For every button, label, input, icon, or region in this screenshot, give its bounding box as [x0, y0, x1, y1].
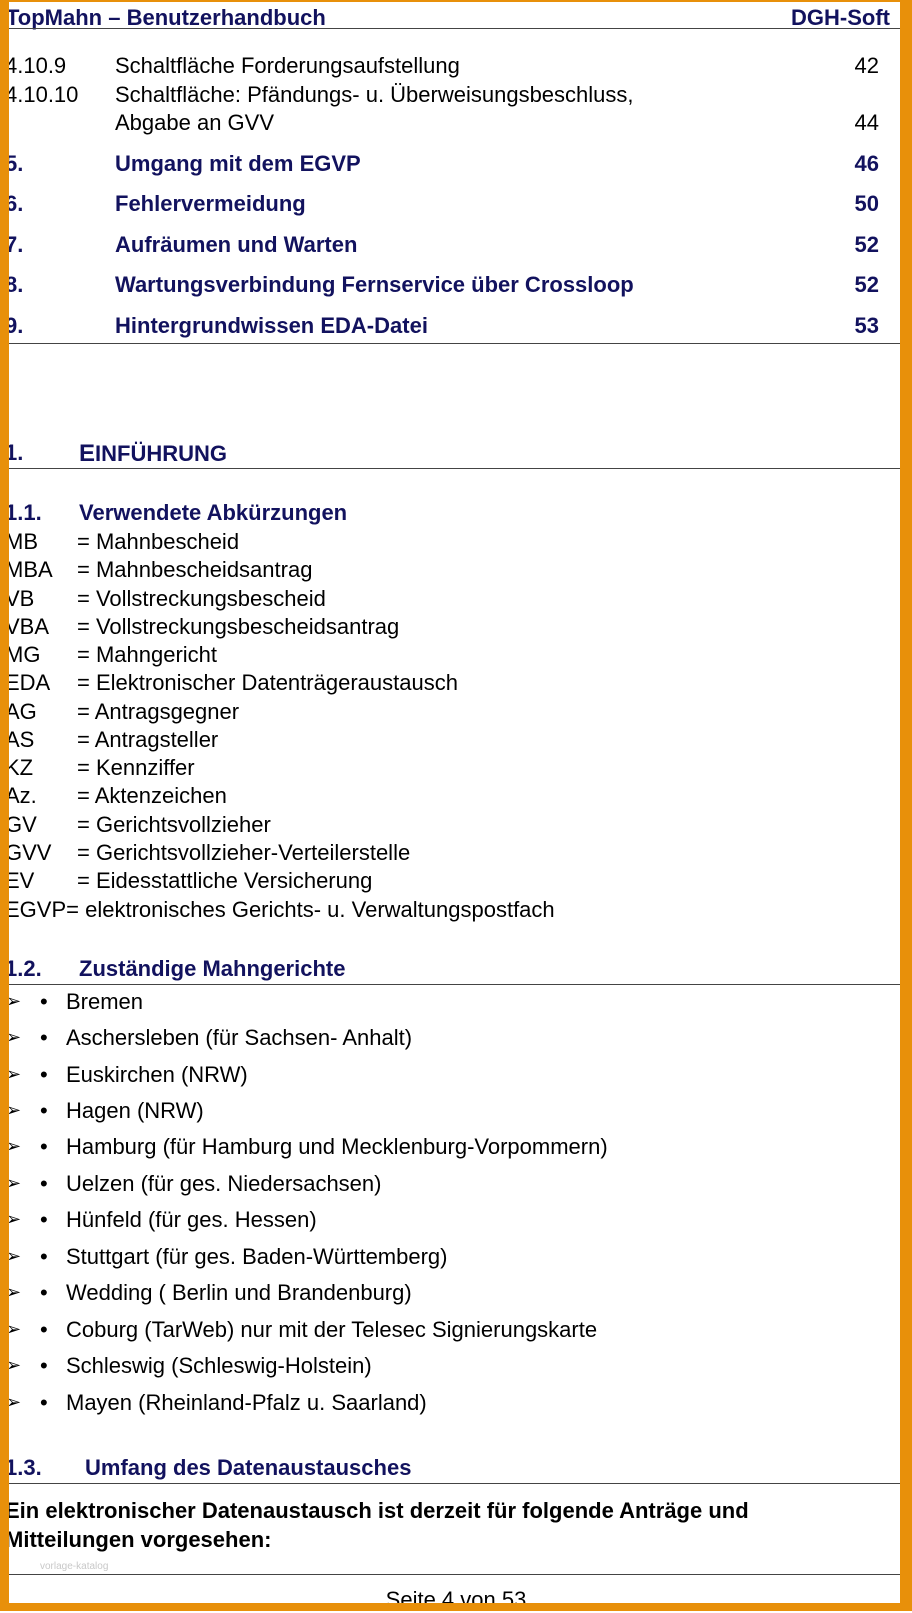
abbr-definition: = Mahnbescheid [77, 529, 240, 554]
arrow-icon: ➢ [6, 1100, 22, 1120]
toc-title: Umgang mit dem EGVP [115, 151, 361, 176]
toc-num: 8. [5, 272, 24, 297]
toc-page: 53 [854, 313, 879, 338]
section-number: 1.3. [5, 1455, 42, 1480]
toc-title-continued: Abgabe an GVV [115, 110, 275, 135]
court-item: Stuttgart (für ges. Baden-Württemberg) [66, 1244, 448, 1269]
toc-num: 6. [5, 191, 24, 216]
watermark: vorlage-katalog [40, 1561, 109, 1572]
arrow-icon: ➢ [6, 1064, 22, 1084]
arrow-icon: ➢ [6, 1173, 22, 1193]
toc-title: Hintergrundwissen EDA-Datei [115, 313, 428, 338]
toc-num: 4.10.9 [5, 53, 67, 78]
chapter-title: EINFÜHRUNG [79, 440, 228, 467]
arrow-icon: ➢ [6, 1319, 22, 1339]
bullet-icon: • [40, 1353, 48, 1378]
court-item: Coburg (TarWeb) nur mit der Telesec Signierungskarte [66, 1317, 598, 1342]
section-title: Umfang des Datenaustausches [85, 1455, 412, 1480]
bullet-icon: • [40, 1317, 48, 1342]
toc-page: 50 [854, 191, 879, 216]
abbr-term: MBA [5, 557, 53, 582]
toc-num: 7. [5, 232, 24, 257]
header-title: TopMahn – Benutzerhandbuch [6, 5, 326, 30]
abbr-term: AG [5, 699, 37, 724]
arrow-icon: ➢ [6, 1246, 22, 1266]
court-item: Hagen (NRW) [66, 1098, 204, 1123]
court-item: Mayen (Rheinland-Pfalz u. Saarland) [66, 1390, 427, 1415]
arrow-icon: ➢ [6, 991, 22, 1011]
abbr-term: MG [5, 642, 41, 667]
chapter-number: 1. [5, 440, 24, 465]
court-item: Euskirchen (NRW) [66, 1062, 248, 1087]
bullet-icon: • [40, 989, 48, 1014]
bullet-icon: • [40, 1134, 48, 1159]
chapter-rule [8, 468, 900, 469]
court-item: Hünfeld (für ges. Hessen) [66, 1207, 317, 1232]
toc-rule [8, 343, 900, 344]
abbr-definition: = Mahngericht [77, 642, 218, 667]
toc-title: Schaltfläche: Pfändungs- u. Überweisungsbeschluss, [115, 82, 634, 107]
page-footer: Seite 4 von 53 [385, 1587, 527, 1612]
abbr-definition: = Vollstreckungsbescheid [77, 586, 326, 611]
paragraph-line: Mitteilungen vorgesehen: [5, 1527, 272, 1552]
header-company: DGH-Soft [791, 5, 890, 30]
toc-num: 4.10.10 [5, 82, 79, 107]
abbr-term: AS [5, 727, 35, 752]
abbr-last-line: EGVP= elektronisches Gerichts- u. Verwaltungspostfach [5, 897, 555, 922]
abbr-term: VB [5, 586, 35, 611]
abbr-term: EV [5, 868, 35, 893]
abbr-definition: = Antragsteller [77, 727, 219, 752]
abbr-term: Az. [5, 783, 37, 808]
abbr-term: GV [5, 812, 37, 837]
arrow-icon: ➢ [6, 1136, 22, 1156]
toc-page: 44 [854, 110, 879, 135]
bullet-icon: • [40, 1280, 48, 1305]
abbr-term: KZ [5, 755, 34, 780]
abbr-definition: = Aktenzeichen [77, 783, 227, 808]
toc-num: 5. [5, 151, 24, 176]
abbr-definition: = Elektronischer Datenträgeraustausch [77, 670, 458, 695]
toc-num: 9. [5, 313, 24, 338]
abbr-definition: = Mahnbescheidsantrag [77, 557, 313, 582]
abbr-term: EDA [5, 670, 51, 695]
arrow-icon: ➢ [6, 1392, 22, 1412]
section-title: Verwendete Abkürzungen [79, 500, 348, 525]
court-item: Uelzen (für ges. Niedersachsen) [66, 1171, 382, 1196]
abbr-definition: = Antragsgegner [77, 699, 240, 724]
court-item: Wedding ( Berlin und Brandenburg) [66, 1280, 412, 1305]
abbr-definition: = Kennziffer [77, 755, 195, 780]
abbr-term: VBA [5, 614, 50, 639]
bullet-icon: • [40, 1207, 48, 1232]
abbr-term: GVV [5, 840, 52, 865]
abbr-definition: = Vollstreckungsbescheidsantrag [77, 614, 400, 639]
arrow-icon: ➢ [6, 1355, 22, 1375]
header-rule [8, 28, 900, 29]
bullet-icon: • [40, 1244, 48, 1269]
toc-page: 52 [854, 232, 879, 257]
arrow-icon: ➢ [6, 1282, 22, 1302]
toc-page: 52 [854, 272, 879, 297]
arrow-icon: ➢ [6, 1209, 22, 1229]
section-rule [8, 1483, 900, 1484]
toc-page: 42 [854, 53, 879, 78]
section-rule [8, 984, 900, 985]
bullet-icon: • [40, 1390, 48, 1415]
toc-title: Schaltfläche Forderungsaufstellung [115, 53, 460, 78]
section-number: 1.2. [5, 956, 42, 981]
court-item: Bremen [66, 989, 144, 1014]
arrow-icon: ➢ [6, 1027, 22, 1047]
abbr-definition: = Gerichtsvollzieher [77, 812, 271, 837]
section-number: 1.1. [5, 500, 42, 525]
abbr-term: MB [5, 529, 38, 554]
section-title: Zuständige Mahngerichte [79, 956, 346, 981]
bullet-icon: • [40, 1098, 48, 1123]
paragraph-line: Ein elektronischer Datenaustausch ist derzeit für folgende Anträge und [5, 1498, 749, 1523]
toc-title: Aufräumen und Warten [115, 232, 358, 257]
abbr-definition: = Eidesstattliche Versicherung [77, 868, 373, 893]
court-item: Hamburg (für Hamburg und Mecklenburg-Vorpommern) [66, 1134, 608, 1159]
bullet-icon: • [40, 1062, 48, 1087]
footer-rule [8, 1574, 900, 1575]
toc-title: Fehlervermeidung [115, 191, 306, 216]
bullet-icon: • [40, 1171, 48, 1196]
toc-page: 46 [854, 151, 879, 176]
toc-title: Wartungsverbindung Fernservice über Crossloop [115, 272, 634, 297]
court-item: Aschersleben (für Sachsen- Anhalt) [66, 1025, 413, 1050]
court-item: Schleswig (Schleswig-Holstein) [66, 1353, 372, 1378]
abbr-definition: = Gerichtsvollzieher-Verteilerstelle [77, 840, 411, 865]
bullet-icon: • [40, 1025, 48, 1050]
